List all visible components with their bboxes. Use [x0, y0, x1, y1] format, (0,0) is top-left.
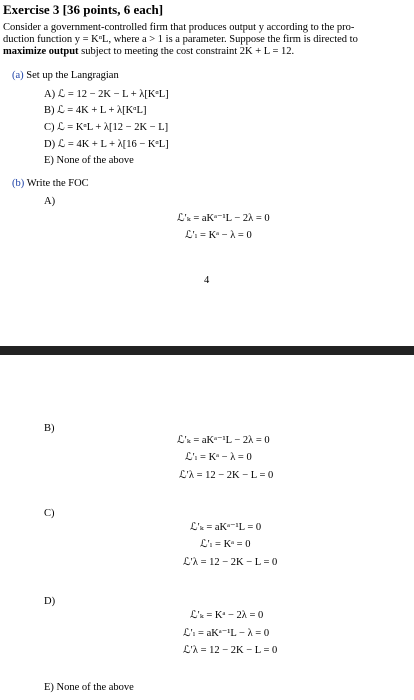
part-b-text: Write the FOC	[26, 178, 89, 189]
part-b-label: (b)	[12, 178, 25, 189]
foc-b-eq1: ℒ′ₖ = aKᵃ⁻¹L − 2λ = 0	[177, 435, 270, 446]
part-a-heading	[12, 70, 119, 81]
option-a-b: B) ℒ = 4K + L + λ[KᵅL]	[44, 105, 147, 116]
option-b-e: E) None of the above	[44, 682, 134, 693]
foc-d-eq1: ℒ′ₖ = Kᵃ − 2λ = 0	[190, 610, 264, 621]
foc-b-eq3: ℒ′λ = 12 − 2K − L = 0	[179, 470, 274, 481]
intro-line3: subject to meeting the cost constraint 2K + L = 12.	[78, 46, 295, 57]
part-b-heading	[12, 178, 89, 189]
part-a-label: (a)	[12, 70, 24, 81]
intro-line2: duction function y = KᵅL, where a > 1 is a parameter. Suppose the firm is directed to	[3, 34, 358, 45]
option-a-e: E) None of the above	[44, 155, 134, 166]
option-a-d: D) ℒ = 4K + L + λ[16 − KᵅL]	[44, 139, 169, 150]
foc-d-eq3: ℒ′λ = 12 − 2K − L = 0	[183, 645, 278, 656]
option-a-a: A) ℒ = 12 − 2K − L + λ[KᵅL]	[44, 89, 169, 100]
option-b-b-label: B)	[44, 423, 55, 434]
foc-a-eq2: ℒ′ₗ = Kᵃ − λ = 0	[185, 230, 252, 241]
foc-c-eq3: ℒ′λ = 12 − 2K − L = 0	[183, 557, 278, 568]
option-a-c: C) ℒ = KᵅL + λ[12 − 2K − L]	[44, 122, 169, 133]
problem-statement	[3, 22, 413, 58]
foc-c-eq2: ℒ′ₗ = Kᵃ = 0	[200, 539, 251, 550]
intro-bold: maximize output	[3, 46, 79, 57]
foc-c-eq1: ℒ′ₖ = aKᵃ⁻¹L = 0	[190, 522, 262, 533]
intro-line1: Consider a government-controlled firm that produces output y according to the pro-	[3, 22, 355, 33]
page-divider	[0, 346, 414, 355]
page-number: 4	[204, 275, 210, 286]
exercise-title: Exercise 3 [36 points, 6 each]	[3, 2, 164, 17]
foc-b-eq2: ℒ′ₗ = Kᵃ − λ = 0	[185, 452, 252, 463]
part-a-text: Set up the Langragian	[26, 70, 119, 81]
option-b-c-label: C)	[44, 508, 55, 519]
foc-a-eq1: ℒ′ₖ = aKᵃ⁻¹L − 2λ = 0	[177, 213, 270, 224]
option-b-a-label: A)	[44, 196, 56, 207]
option-b-d-label: D)	[44, 596, 56, 607]
foc-d-eq2: ℒ′ₗ = aKᵃ⁻¹L − λ = 0	[183, 628, 270, 639]
